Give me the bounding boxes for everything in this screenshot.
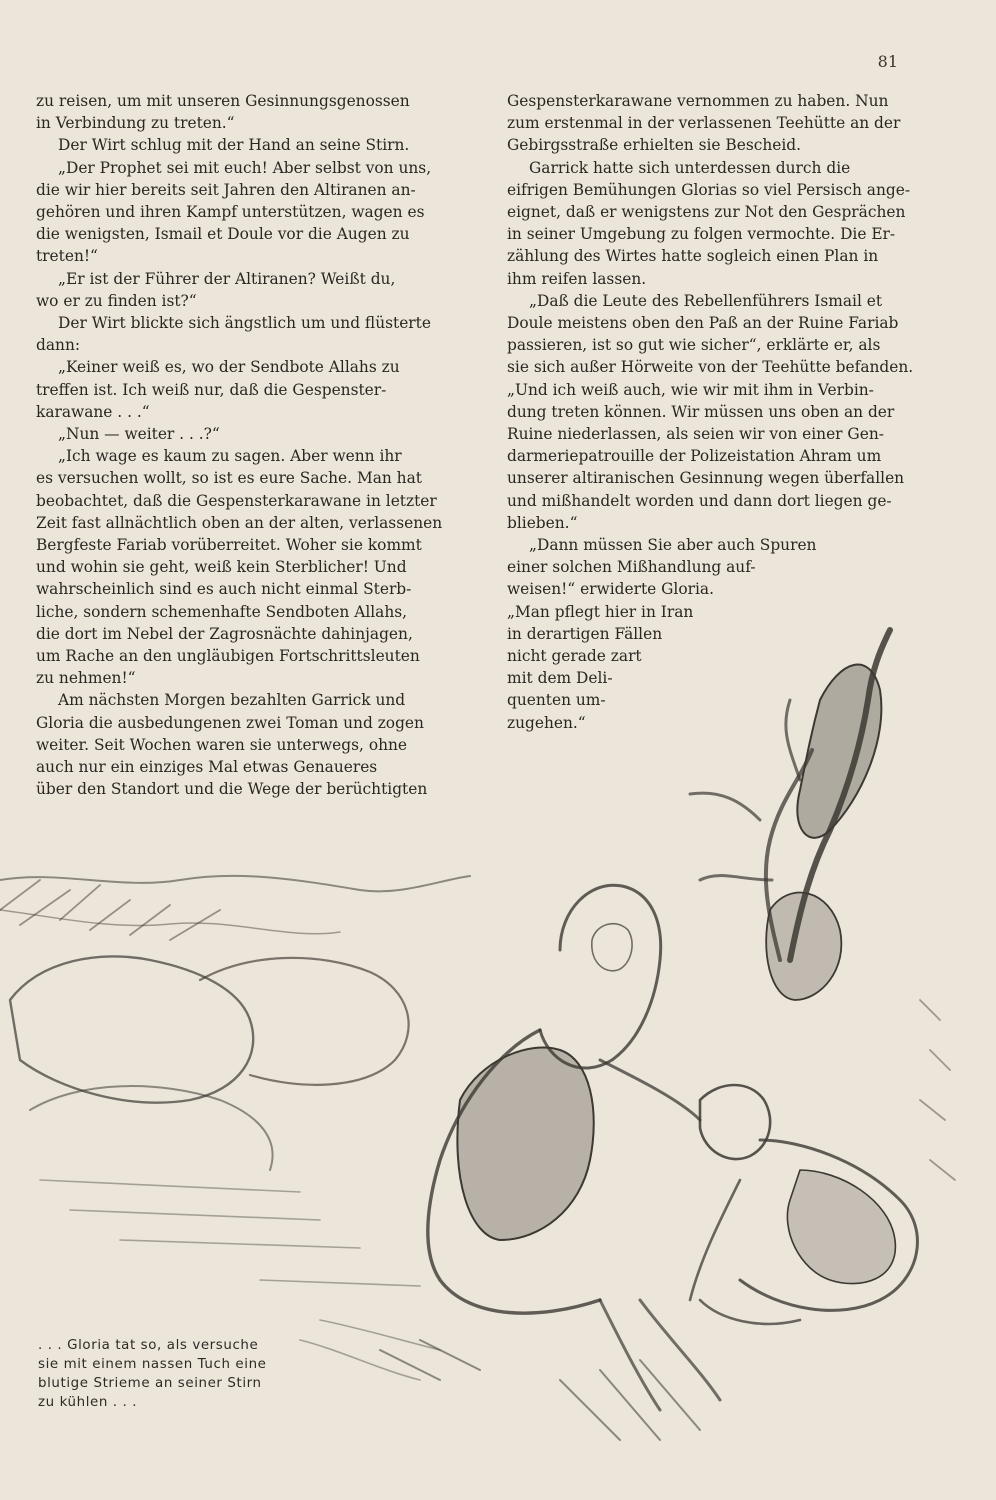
text-line: „Ich wage es kaum zu sagen. Aber wenn ihr: [58, 447, 402, 466]
illustration-caption: [38, 1336, 288, 1412]
hill-line: [0, 910, 340, 934]
paragraph: [507, 157, 947, 290]
scrub-strokes: [0, 880, 220, 940]
text-line: gehören und ihren Kampf unterstützen, wagen es: [36, 203, 425, 222]
text-line: Ruine niederlassen, als seien wir von einer Gen-: [507, 425, 884, 444]
paragraph: [507, 290, 947, 534]
woman-face: [592, 924, 632, 971]
text-line: eignet, daß er wenigstens zur Not den Gesprächen: [507, 203, 906, 222]
text-line: und mißhandelt worden und dann dort liegen ge-: [507, 491, 892, 510]
text-line: auch nur ein einziges Mal etwas Genaueres: [36, 758, 378, 777]
text-line: zu nehmen!“: [36, 669, 136, 688]
caption-line: . . . Gloria tat so, als versuche: [38, 1338, 259, 1353]
hill-line: [0, 876, 470, 891]
tree-branch: [690, 700, 800, 880]
caption-line: blutige Strieme an seiner Stirn: [38, 1376, 262, 1391]
text-line: zugehen.“: [507, 713, 586, 732]
text-line: Am nächsten Morgen bezahlten Garrick und: [58, 691, 406, 710]
text-line: Gespensterkarawane vernommen zu haben. Nun: [507, 92, 889, 110]
text-line: über den Standort und die Wege der berüchtigten: [36, 780, 428, 799]
text-line: und wohin sie geht, weiß kein Sterblicher! Und: [36, 558, 407, 577]
text-line: eifrigen Bemühungen Glorias so viel Persisch ange-: [507, 180, 911, 199]
woman-arm: [600, 1060, 700, 1120]
text-line: Der Wirt blickte sich ängstlich um und flüsterte: [58, 314, 431, 333]
paragraph: [36, 134, 484, 156]
text-line: liche, sondern schemenhafte Sendboten Allahs,: [36, 602, 408, 621]
text-line: unserer altiranischen Gesinnung wegen überfallen: [507, 469, 905, 488]
text-line: karawane . . .“: [36, 402, 150, 421]
text-line: passieren, ist so gut wie sicher“, erklärte er, als: [507, 336, 881, 355]
text-line: „Er ist der Führer der Altiranen? Weißt du,: [58, 269, 396, 288]
paragraph: [36, 90, 484, 134]
text-line: dung treten können. Wir müssen uns oben an der: [507, 402, 895, 421]
text-line: weisen!“ erwiderte Gloria.: [507, 580, 714, 599]
rock-outline: [10, 956, 253, 1102]
paragraph: [507, 90, 947, 157]
text-line: um Rache an den ungläubigen Fortschrittsleuten: [36, 647, 420, 666]
text-line: Garrick hatte sich unterdessen durch die: [529, 158, 851, 177]
text-line: ihm reifen lassen.: [507, 269, 647, 288]
text-line: weiter. Seit Wochen waren sie unterwegs, ohne: [36, 735, 408, 754]
text-line: Der Wirt schlug mit der Hand an seine Stirn.: [58, 136, 410, 155]
text-line: darmeriepatrouille der Polizeistation Ahram um: [507, 447, 882, 466]
text-line: mit dem Deli-: [507, 669, 613, 688]
tree-shading: [766, 893, 841, 1000]
text-line: in Verbindung zu treten.“: [36, 114, 235, 133]
text-line: beobachtet, daß die Gespensterkarawane in letzter: [36, 491, 437, 510]
text-line: einer solchen Mißhandlung auf-: [507, 558, 756, 577]
text-line: nicht gerade zart: [507, 647, 642, 666]
text-line: sie sich außer Hörweite von der Teehütte befanden.: [507, 358, 914, 377]
text-line: quenten um-: [507, 691, 606, 710]
text-line: „Daß die Leute des Rebellenführers Ismail et: [529, 291, 883, 310]
text-line: Gebirgsstraße erhielten sie Bescheid.: [507, 136, 802, 155]
text-line: Bergfeste Fariab vorüberreitet. Woher sie kommt: [36, 536, 422, 555]
woman-headscarf: [540, 885, 661, 1068]
text-line: „Und ich weiß auch, wie wir mit ihm in Verbin-: [507, 380, 874, 399]
text-line: in derartigen Fällen: [507, 624, 663, 643]
text-line: dann:: [36, 336, 81, 355]
foreground-hatch: [300, 1320, 440, 1380]
text-line: „Keiner weiß es, wo der Sendbote Allahs zu: [58, 358, 400, 377]
woman-body-shading: [457, 1047, 593, 1240]
text-line: wo er zu finden ist?“: [36, 291, 197, 310]
text-line: Zeit fast allnächtlich oben an der alten, verlassenen: [36, 513, 443, 532]
page-number: 81: [877, 52, 898, 71]
text-line: treten!“: [36, 247, 98, 266]
text-line: blieben.“: [507, 513, 578, 532]
text-line: zum erstenmal in der verlassenen Teehütte an der: [507, 114, 901, 133]
text-line: „Der Prophet sei mit euch! Aber selbst von uns,: [58, 158, 432, 177]
text-line: zählung des Wirtes hatte sogleich einen Plan in: [507, 247, 879, 266]
text-line: wahrscheinlich sind es auch nicht einmal Sterb-: [36, 580, 412, 599]
right-text-column: [507, 90, 947, 534]
text-line: die dort im Nebel der Zagrosnächte dahinjagen,: [36, 624, 413, 643]
text-line: „Dann müssen Sie aber auch Spuren: [529, 536, 817, 554]
tree-shading: [797, 665, 881, 838]
rock-outline: [30, 1086, 273, 1170]
ground-hatch: [40, 1180, 420, 1286]
text-line: zu reisen, um mit unseren Gesinnungsgenossen: [36, 92, 410, 110]
caption-line: zu kühlen . . .: [38, 1395, 138, 1410]
paragraph: [36, 268, 484, 312]
foreground-hatch: [380, 1340, 700, 1440]
text-line: die wir hier bereits seit Jahren den Altiranen an-: [36, 180, 416, 199]
text-line: Gloria die ausbedungenen zwei Toman und zogen: [36, 713, 424, 732]
paragraph: [36, 312, 484, 356]
paragraph: [36, 157, 484, 268]
text-line: es versuchen wollt, so ist es eure Sache. Man hat: [36, 469, 422, 488]
man-shading: [787, 1170, 895, 1284]
text-line: in seiner Umgebung zu folgen vermochte. Die Er-: [507, 225, 896, 244]
man-head: [700, 1085, 770, 1159]
paragraph: [36, 356, 484, 423]
caption-line: sie mit einem nassen Tuch eine: [38, 1357, 267, 1372]
text-line: „Nun — weiter . . .?“: [58, 425, 220, 444]
paragraph: [36, 423, 484, 445]
right-edge-hatch: [920, 1000, 955, 1180]
legs: [600, 1300, 720, 1410]
rock-outline: [200, 958, 409, 1085]
text-line: treffen ist. Ich weiß nur, daß die Gespenster-: [36, 380, 387, 399]
text-line: „Man pflegt hier in Iran: [507, 602, 694, 621]
text-line: Doule meistens oben den Paß an der Ruine Fariab: [507, 314, 899, 333]
text-line: die wenigsten, Ismail et Doule vor die Augen zu: [36, 225, 410, 244]
